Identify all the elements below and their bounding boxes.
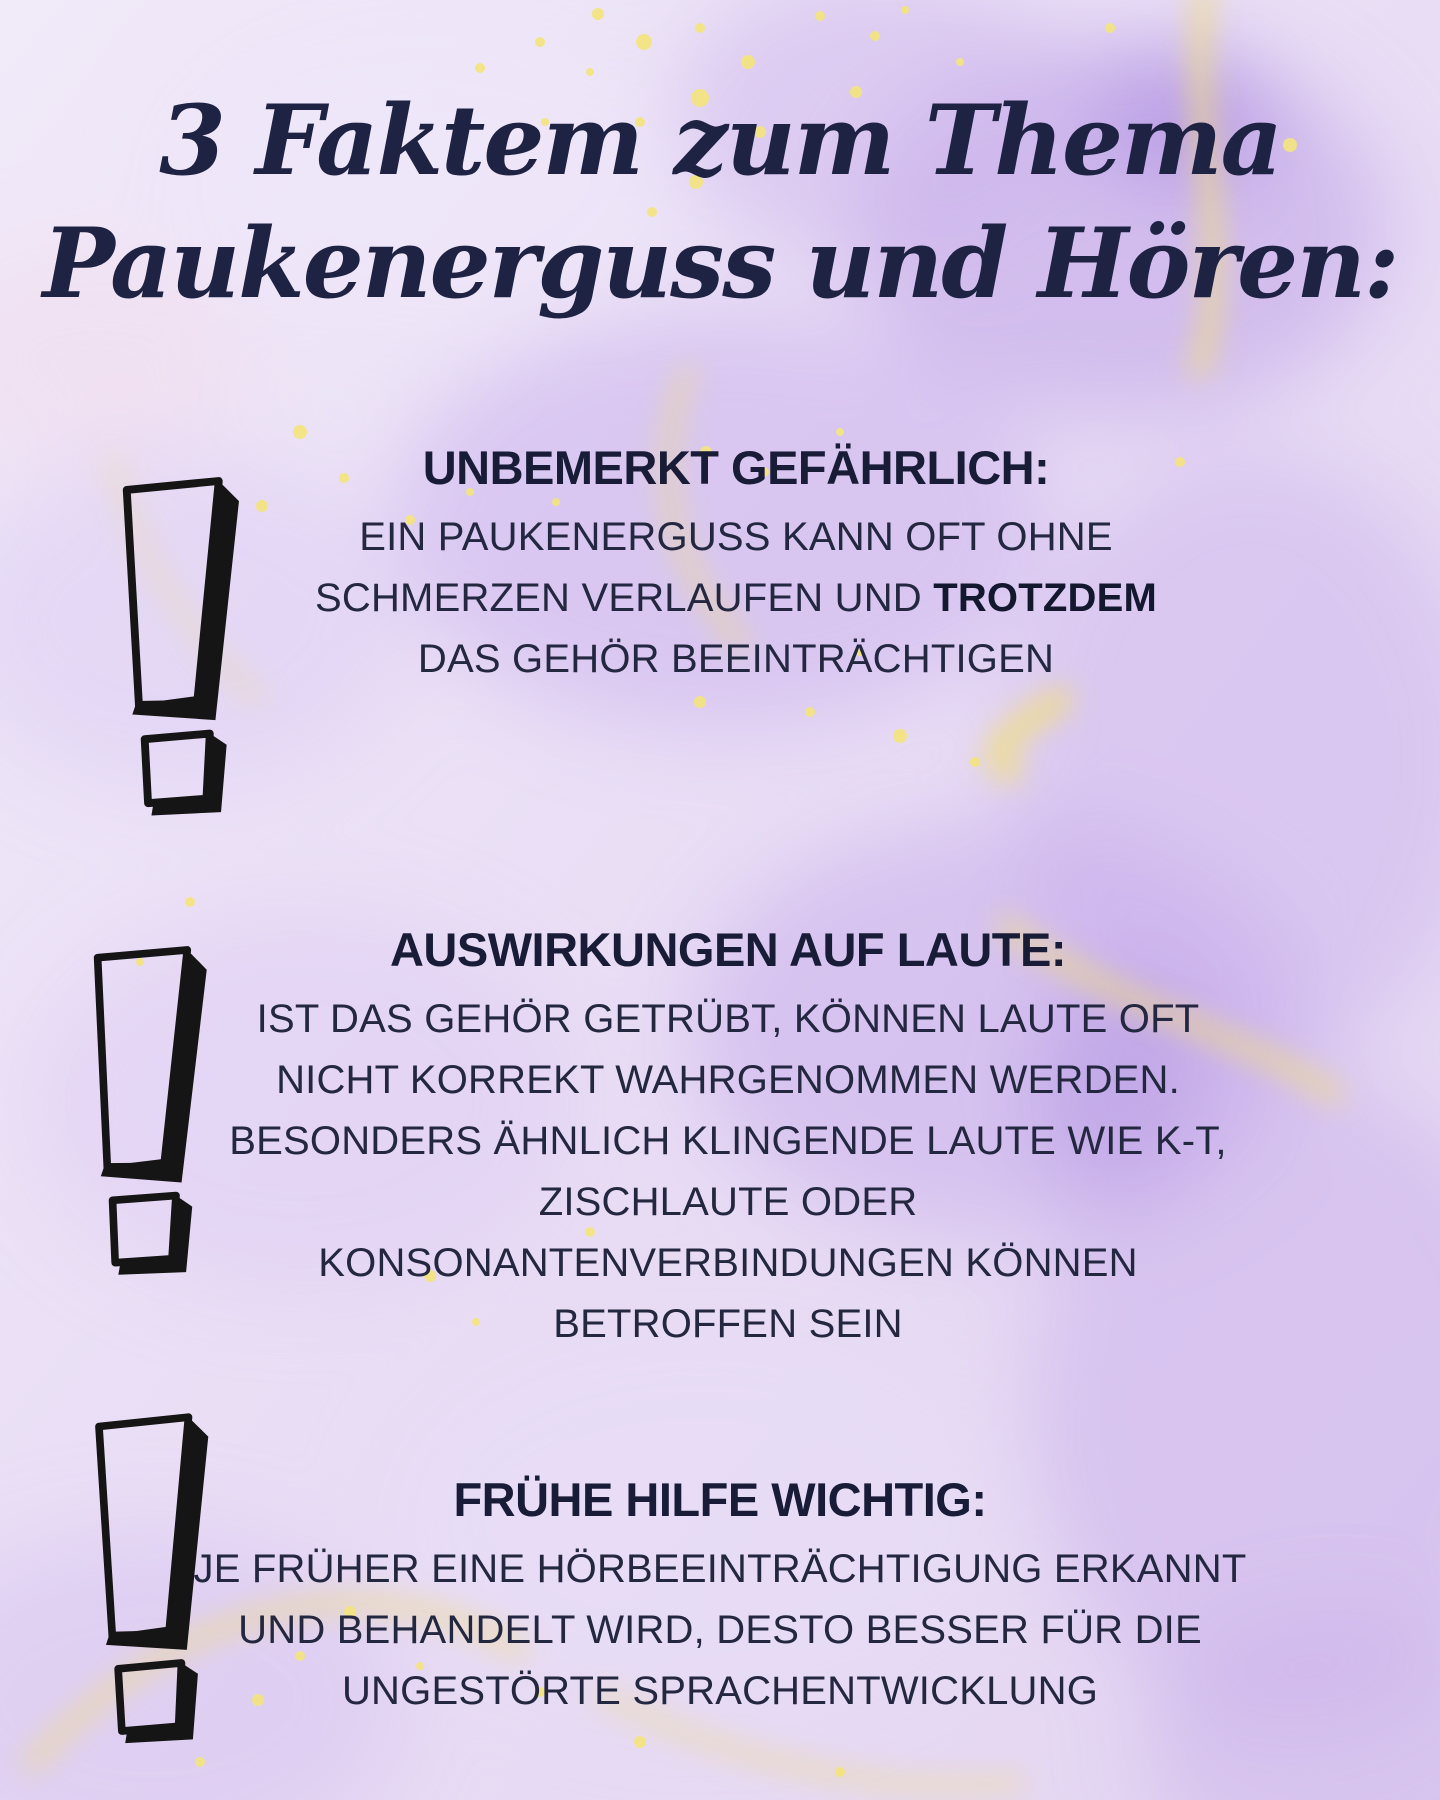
body-line: JE FRÜHER EINE HÖRBEEINTRÄCHTIGUNG ERKANNT bbox=[193, 1547, 1247, 1591]
section-body bbox=[140, 1539, 1300, 1722]
page-title bbox=[0, 78, 1440, 322]
body-line: NICHT KORREKT WAHRGENOMMEN WERDEN. bbox=[276, 1058, 1180, 1102]
exclamation-icon bbox=[102, 472, 248, 820]
section-body bbox=[158, 989, 1298, 1355]
body-line: KONSONANTENVERBINDUNGEN KÖNNEN bbox=[318, 1241, 1138, 1285]
section-heading: UNBEMERKT GEFÄHRLICH: bbox=[422, 441, 1050, 494]
title-line-2: Paukenerguss und Hören: bbox=[42, 206, 1398, 320]
body-line: DAS GEHÖR BEEINTRÄCHTIGEN bbox=[417, 637, 1055, 681]
body-line: EIN PAUKENERGUSS KANN OFT OHNE bbox=[359, 515, 1113, 559]
body-line: UND BEHANDELT WIRD, DESTO BESSER FÜR DIE bbox=[238, 1608, 1202, 1652]
section-heading: AUSWIRKUNGEN AUF LAUTE: bbox=[389, 923, 1067, 976]
body-line: SCHMERZEN VERLAUFEN UND TROTZDEM bbox=[315, 576, 1157, 620]
section-auswirkungen-auf-laute bbox=[158, 922, 1298, 1355]
section-body bbox=[232, 507, 1240, 690]
body-line: BESONDERS ÄHNLICH KLINGENDE LAUTE WIE K-T, bbox=[229, 1119, 1227, 1163]
body-line: ZISCHLAUTE ODER bbox=[538, 1180, 918, 1224]
section-heading: FRÜHE HILFE WICHTIG: bbox=[453, 1473, 987, 1526]
body-line: UNGESTÖRTE SPRACHENTWICKLUNG bbox=[341, 1669, 1099, 1713]
title-line-1: 3 Faktem zum Thema bbox=[159, 84, 1281, 197]
body-line: BETROFFEN SEIN bbox=[553, 1302, 903, 1346]
section-unbemerkt-gefaehrlich bbox=[232, 440, 1240, 690]
section-fruehe-hilfe-wichtig bbox=[140, 1472, 1300, 1722]
body-line: IST DAS GEHÖR GETRÜBT, KÖNNEN LAUTE OFT bbox=[256, 997, 1200, 1041]
